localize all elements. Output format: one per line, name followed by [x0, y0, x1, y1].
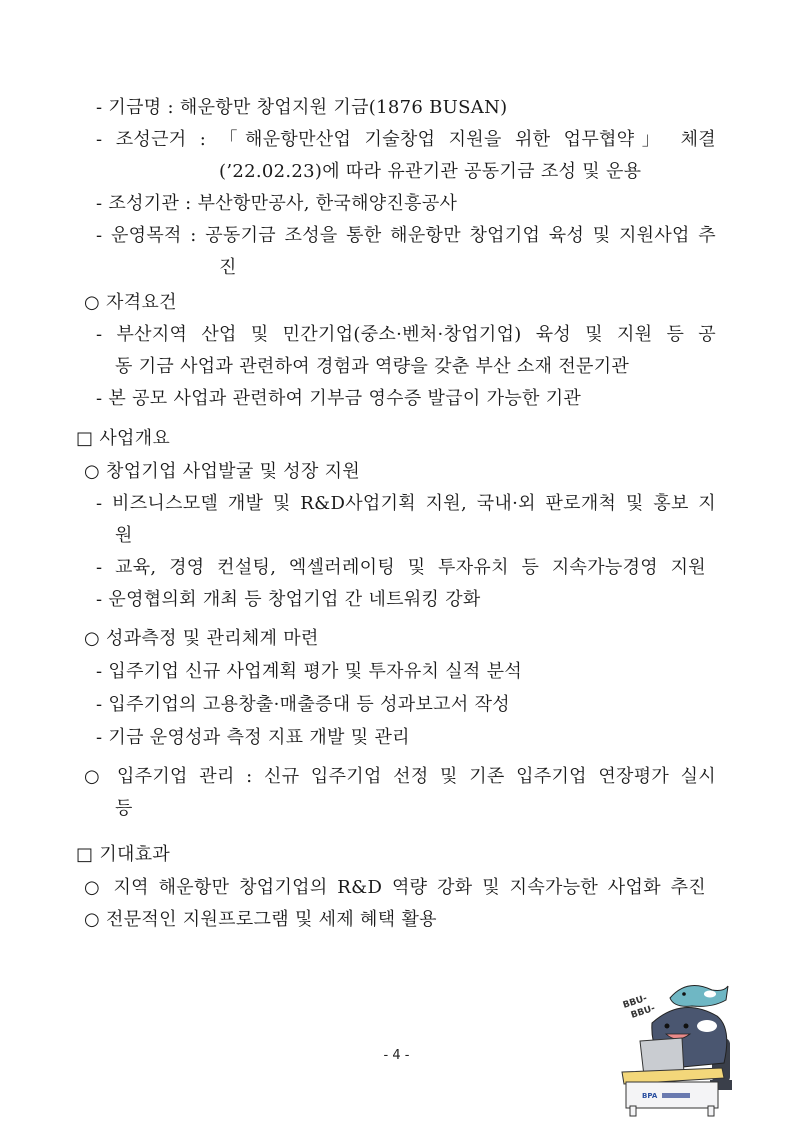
overview-subitem-1: - 비즈니스모델 개발 및 R&D사업기획 지원, 국내·외 판로개척 및 홍보 지 — [96, 493, 716, 514]
overview-item-performance: ○ 성과측정 및 관리체계 마련 — [84, 628, 319, 649]
overview-item-startup-support: ○ 창업기업 사업발굴 및 성장 지원 — [84, 461, 361, 482]
page-number: - 4 - — [383, 1048, 410, 1063]
overview-subitem-3: - 운영협의회 개최 등 창업기업 간 네트워킹 강화 — [96, 589, 481, 610]
mascot-illustration — [612, 968, 742, 1118]
fund-name-line: - 기금명 : 해운항만 창업지원 기금(1876 BUSAN) — [96, 97, 508, 118]
svg-text:BBU-: BBU- — [629, 1003, 657, 1021]
eligibility-item-2: - 본 공모 사업과 관련하여 기부금 영수증 발급이 가능한 기관 — [96, 388, 582, 409]
fund-purpose-line: - 운영목적 : 공동기금 조성을 통한 해운항만 창업기업 육성 및 지원사업 추 — [96, 225, 716, 246]
overview-subitem-1-cont: 원 — [115, 525, 133, 546]
eligibility-item-1: - 부산지역 산업 및 민간기업(중소·벤처·창업기업) 육성 및 지원 등 공 — [96, 324, 716, 345]
overview-subitem-2: - 교육, 경영 컨설팅, 엑셀러레이팅 및 투자유치 등 지속가능경영 지원 — [96, 557, 706, 578]
performance-subitem-1: - 입주기업 신규 사업계획 평가 및 투자유치 실적 분석 — [96, 661, 523, 682]
effect-item-1: ○ 지역 해운항만 창업기업의 R&D 역량 강화 및 지속가능한 사업화 추진 — [84, 877, 706, 898]
fund-basis-line: - 조성근거 : 「해운항만산업 기술창업 지원을 위한 업무협약」 체결 — [96, 129, 716, 150]
fund-agency-line: - 조성기관 : 부산항만공사, 한국해양진흥공사 — [96, 193, 458, 214]
section-expected-effects: □ 기대효과 — [76, 844, 171, 865]
svg-text:BBU-: BBU- — [621, 993, 649, 1011]
overview-item-tenant-management-cont: 등 — [115, 798, 133, 819]
performance-subitem-2: - 입주기업의 고용창출·매출증대 등 성과보고서 작성 — [96, 694, 510, 715]
effect-item-2: ○ 전문적인 지원프로그램 및 세제 혜택 활용 — [84, 909, 437, 930]
fund-basis-cont-line: (’22.02.23)에 따라 유관기관 공동기금 조성 및 운용 — [219, 161, 642, 182]
svg-text:BPA: BPA — [642, 1092, 658, 1100]
section-business-overview: □ 사업개요 — [76, 428, 171, 449]
whale-mascot-icon — [612, 968, 742, 1118]
fund-purpose-cont-line: 진 — [219, 257, 237, 278]
eligibility-heading: ○ 자격요건 — [84, 292, 177, 313]
performance-subitem-3: - 기금 운영성과 측정 지표 개발 및 관리 — [96, 727, 410, 748]
eligibility-item-1-cont: 동 기금 사업과 관련하여 경험과 역량을 갖춘 부산 소재 전문기관 — [115, 356, 630, 377]
overview-item-tenant-management: ○ 입주기업 관리 : 신규 입주기업 선정 및 기존 입주기업 연장평가 실시 — [84, 766, 716, 787]
